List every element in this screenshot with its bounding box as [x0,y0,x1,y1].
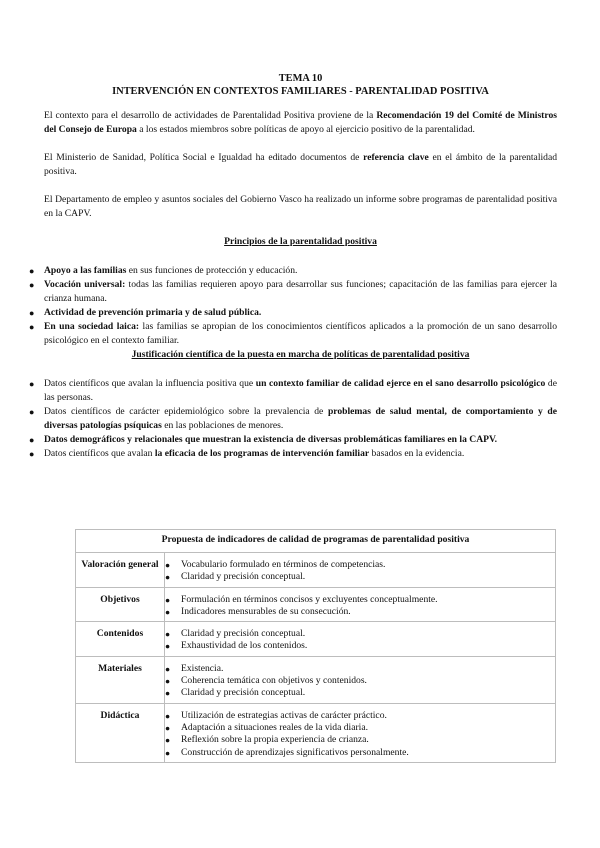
bullet-icon: ● [165,676,171,687]
bullet-icon: ● [165,606,171,617]
row-items [165,553,556,588]
list-item [165,594,551,606]
indicators-table [75,529,556,763]
item-text: Claridad y precisión conceptual. [181,628,306,640]
row-items [165,703,556,762]
item-text: Claridad y precisión conceptual. [181,687,306,699]
list-item [29,306,557,320]
text-run: en el ámbito de la parentalidad positiva. [44,152,558,177]
text-run: Datos científicos que avalan [44,448,155,459]
item-text: Adaptación a situaciones reales de la vida diaria. [181,721,368,733]
row-category: Materiales [76,656,165,703]
text-run: en sus funciones de protección y educación. [126,265,298,276]
bullet-icon: ● [29,322,35,332]
bullet-icon: ● [165,629,171,640]
text-run-bold: la eficacia de los programas de intervención familiar [154,448,370,459]
table-header-row [76,530,556,553]
bullet-icon: ● [165,747,171,758]
bullet-icon: ● [29,449,35,459]
list-item [165,606,551,618]
list-item [29,433,557,447]
text-run: basados en la evidencia. [369,448,465,459]
text-run: en las poblaciones de menores. [161,420,284,431]
list-item [165,640,551,652]
bullet-icon: ● [165,641,171,652]
text-run-bold: Apoyo a las familias [44,265,127,276]
row-items [165,587,556,622]
list-item [165,628,551,640]
item-text: Existencia. [181,662,224,674]
text-run-bold: un contexto familiar de calidad ejerce en el sano desarrollo psicológico [255,378,546,389]
bullet-icon: ● [29,407,35,417]
text-run: El contexto para el desarrollo de actividades de Parentalidad Positiva proviene de la [44,110,377,121]
principios-heading: Principios de la parentalidad positiva [224,236,377,247]
intro-paragraph-1 [44,109,557,137]
item-text: Formulación en términos concisos y excluyentes conceptualmente. [181,593,438,605]
list-item [29,405,558,433]
bullet-icon: ● [165,663,171,674]
item-text: Coherencia temática con objetivos y contenidos. [181,675,367,687]
table-row [76,553,556,588]
text-run: todas las familias requieren apoyo para desarrollar sus funciones; capacitación de las familias para ejercer la crianza humana. [44,279,557,304]
justificacion-heading: Justificación científica de la puesta en marcha de políticas de parentalidad positiva [131,349,470,360]
list-item [29,377,557,405]
row-items [165,622,556,657]
bullet-icon: ● [29,379,35,389]
item-text: Construcción de aprendizajes significativos personalmente. [181,746,409,758]
item-text: Utilización de estrategias activas de carácter práctico. [181,709,387,721]
bullet-icon: ● [29,308,35,318]
principios-list [29,264,557,348]
text-run: Datos científicos que avalan la influencia positiva que [44,378,256,389]
text-run: de las personas. [44,378,557,403]
tema-number: TEMA 10 [278,73,323,84]
text-run-bold: En una sociedad laica: [44,321,140,332]
text-run-bold: Vocación universal: [44,279,126,290]
bullet-icon: ● [29,266,35,276]
bullet-icon: ● [165,722,171,733]
item-text: Reflexión sobre la propia experiencia de crianza. [181,734,369,746]
list-item [29,278,557,306]
list-item [29,264,557,278]
table-header: Propuesta de indicadores de calidad de programas de parentalidad positiva [76,530,556,553]
table-row [76,703,556,762]
table-row [76,656,556,703]
text-run: las familias se apropian de los conocimientos científicos aplicados a la promoción de un sano desarrollo psicológico en el contexto familiar. [44,321,557,346]
item-text: Claridad y precisión conceptual. [181,571,306,583]
row-category: Valoración general [76,553,165,588]
row-items [165,656,556,703]
text-run: El Ministerio de Sanidad, Política Social e Igualdad ha editado documentos de [44,152,364,163]
list-item [165,747,551,759]
list-item [165,710,551,722]
text-run-bold: Datos demográficos y relacionales que muestran la existencia de diversas problemáticas familiares en la CAPV. [44,434,498,445]
item-text: Exhaustividad de los contenidos. [181,640,308,652]
list-item [29,320,557,348]
list-item [165,559,551,571]
list-item [165,687,551,699]
row-category: Contenidos [76,622,165,657]
bullet-icon: ● [29,435,35,445]
text-run-bold: problemas de salud mental, de comportamiento y de diversas patologías psíquicas [44,406,558,431]
bullet-icon: ● [165,735,171,746]
document-title: INTERVENCIÓN EN CONTEXTOS FAMILIARES - PARENTALIDAD POSITIVA [112,86,489,97]
bullet-icon: ● [165,560,171,570]
bullet-icon: ● [165,710,171,721]
bullet-icon: ● [29,280,35,290]
text-run: a los estados miembros sobre políticas de apoyo al ejercicio positivo de la parentalidad. [136,124,475,135]
row-category: Objetivos [76,587,165,622]
row-category: Didáctica [76,703,165,762]
text-run-bold: referencia clave [363,152,429,163]
text-run-bold: Actividad de prevención primaria y de salud pública. [44,307,262,318]
text-run-bold: Recomendación 19 del Comité de Ministros del Consejo de Europa [44,110,557,135]
list-item [165,675,551,687]
item-text: Indicadores mensurables de su consecución. [181,605,351,617]
bullet-icon: ● [165,594,171,605]
list-item [165,734,551,746]
item-text: Vocabulario formulado en términos de competencias. [181,559,386,570]
intro-paragraph-3: El Departamento de empleo y asuntos sociales del Gobierno Vasco ha realizado un informe sobre programas de parentalidad positiva en la CAPV. [44,194,557,219]
table-row [76,622,556,657]
bullet-icon: ● [165,572,171,583]
list-item [29,447,557,461]
list-item [165,722,551,734]
text-run: Datos científicos de carácter epidemiológico sobre la prevalencia de [44,406,328,417]
table-row [76,587,556,622]
document-page [29,72,558,461]
list-item [165,571,551,583]
list-item [165,663,551,675]
intro-paragraph-2 [44,151,557,179]
bullet-icon: ● [165,688,171,699]
justificacion-list [29,377,558,461]
